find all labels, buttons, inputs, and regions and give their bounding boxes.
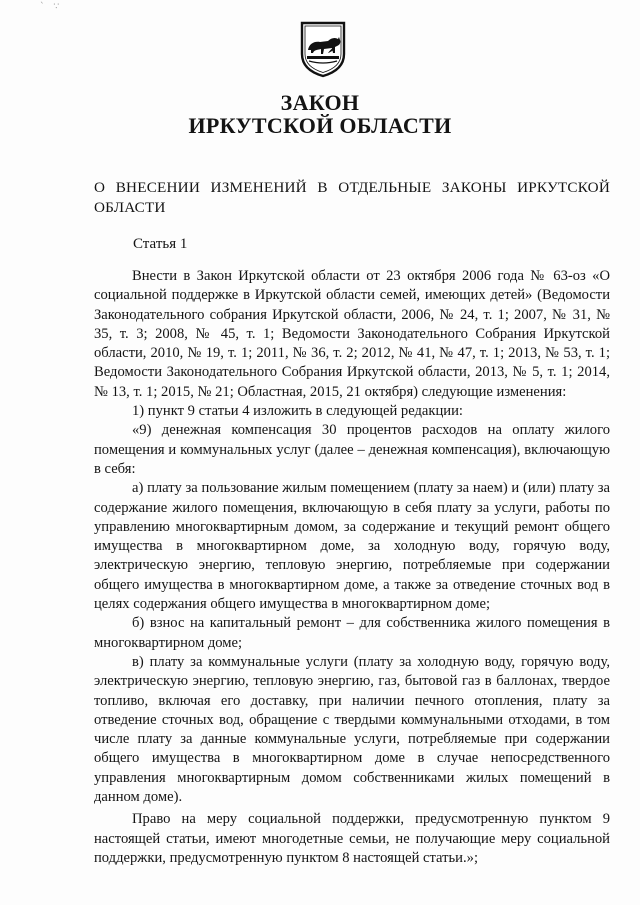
paragraph-right-to-support: Право на меру социальной поддержки, предусмотренную пунктом 9 настоящей статьи, имеют многодетные семьи, не получающие меру социальной поддержки, предусмотренную пунктом 8 настоящей статьи.»; (94, 811, 610, 866)
paragraph-subitem-v: в) плату за коммунальные услуги (плату за холодную воду, горячую воду, электрическую энергию, тепловую энергию, газ, бытовой газ в баллонах, твердое топливо, включая его доставку, при наличии печного отопления, плату за отведение сточных вод, обращение с твердыми коммунальными отходами, в том числе плату за данные коммунальные услуги, потребляемые при содержании общего имущества в многоквартирном доме в случае непосредственного управления многоквартирным домом собственниками жилых помещений в данном доме). (94, 653, 610, 806)
paragraph-subitem-a: а) плату за пользование жилым помещением (плату за наем) и (или) плату за содержание жилого помещения, включающую в себя плату за услуги, работы по управлению многоквартирным домом, за содержание и текущий ремонт общего имущества в многоквартирном доме, за холодную воду, горячую воду, электрическую энергию, тепловую энергию, потребляемые при содержании общего имущества в многоквартирном доме, а также за отведение сточных вод в целях содержания общего имущества в многоквартирном доме; (94, 480, 610, 613)
paragraph-item-1: 1) пункт 9 статьи 4 изложить в следующей редакции: (132, 403, 463, 420)
article-heading: Статья 1 (133, 236, 188, 252)
paragraph-item-9: «9) денежная компенсация 30 процентов расходов на оплату жилого помещения и коммунальных услуг (далее – денежная компенсация), включающую в себя: (94, 422, 610, 477)
law-title-line-2: ИРКУТСКОЙ ОБЛАСТИ (188, 113, 452, 138)
scan-artifact-mark: ˋ ∵ (40, 2, 63, 12)
law-title-line-1: ЗАКОН (280, 90, 360, 115)
coat-of-arms-babr-icon (298, 20, 348, 78)
paragraph-intro: Внести в Закон Иркутской области от 23 октября 2006 года № 63-оз «О социальной поддержке в Иркутской области семей, имеющих детей» (Ведомости Законодательного собрания Иркутской области, 2006, № 24, т. 1; 2007, № 31, № 35, т. 3; 2008, № 45, т. 1; Ведомости Законодательного Собрания Иркутской области, 2010, № 19, т. 1; 2011, № 36, т. 2; 2012, № 41, № 47, т. 1; 2013, № 53, т. 1; Ведомости Законодательного Собрания Иркутской области, 2013, № 5, т. 1; 2014, № 13, т. 1; 2015, № 21; Областная, 2015, 21 октября) следующие изменения: (94, 268, 610, 400)
article-body (94, 267, 610, 868)
paragraph-subitem-b: б) взнос на капитальный ремонт – для собственника жилого помещения в многоквартирном доме; (94, 615, 610, 651)
law-subject: О ВНЕСЕНИИ ИЗМЕНЕНИЙ В ОТДЕЛЬНЫЕ ЗАКОНЫ ИРКУТСКОЙ ОБЛАСТИ (94, 179, 610, 216)
